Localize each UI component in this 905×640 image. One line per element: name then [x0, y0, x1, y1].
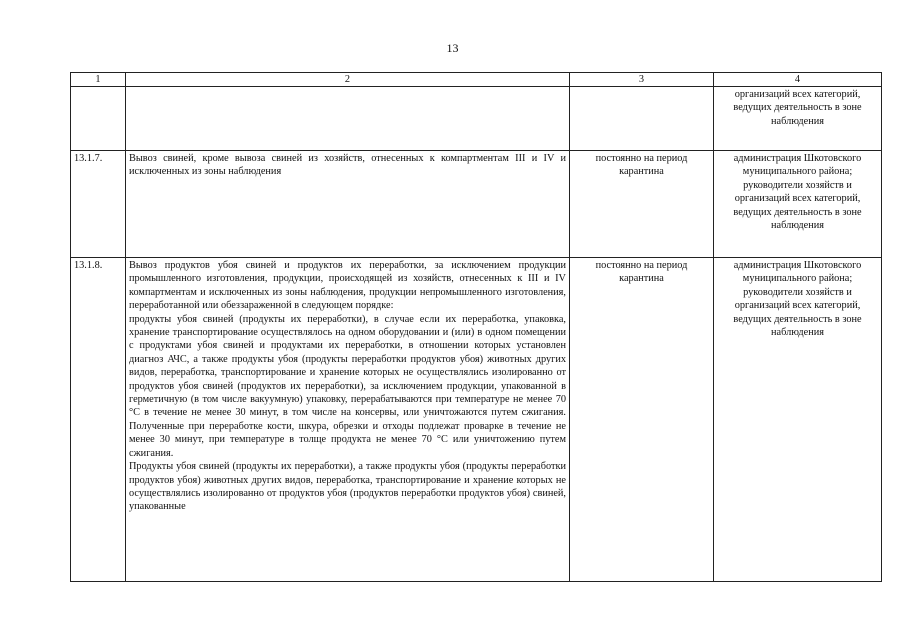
table-row — [71, 258, 882, 582]
row-responsible: администрация Шкотовского муниципального района; руководители хозяйств и организаций всех категорий, ведущих деятельность в зоне наблюдения — [714, 258, 882, 582]
row-measure — [126, 258, 570, 582]
header-row — [71, 73, 882, 87]
row-term: постоянно на период карантина — [570, 258, 714, 582]
table-row-continuation — [71, 87, 882, 151]
column-header-3: 3 — [570, 73, 714, 87]
row-number — [71, 87, 126, 151]
row-responsible: администрация Шкотовского муниципального района; руководители хозяйств и организаций всех категорий, ведущих деятельность в зоне наблюдения — [714, 151, 882, 258]
row-measure — [126, 87, 570, 151]
row-number: 13.1.8. — [71, 258, 126, 582]
measures-table — [70, 72, 882, 582]
column-header-1: 1 — [71, 73, 126, 87]
measure-paragraph: Вывоз продуктов убоя свиней и продуктов их переработки, за исключением продукции промышленного изготовления, продукции, происходящей из хозяйств, отнесенных к III и IV компартментам и исключенных из зоны наблюдения, продукции непромышленного изготовления, переработанной или обеззараженной в следующем порядке: — [129, 260, 566, 312]
row-number: 13.1.7. — [71, 151, 126, 258]
measure-paragraph: продукты убоя свиней (продукты их переработки), в случае если их переработка, упаковка, хранение транспортирование осуществлялось на одном оборудовании и (или) в одном помещении с продуктами убоя свиней и продуктами их переработки, в отношении которых установлен диагноз АЧС, а также продукты убоя (продукты переработки продуктов убоя) животных других видов, переработка, транспортирование и хранение которых не осуществлялись изолированно от продуктов убоя свиней (продуктов их переработки), за исключением продукции, упакованной в герметичную (в том числе вакуумную) упаковку, перерабатываются при температуре не менее 70 °С в течение не менее 30 минут, в том числе на консервы, или уничтожаются путем сжигания. Полученные при переработке кости, шкура, обрезки и отходы подлежат проварке в течение не менее 30 минут, при температуре в толще продукта не менее 70 °С или уничтожению путем сжигания. — [129, 313, 566, 459]
row-term: постоянно на период карантина — [570, 151, 714, 258]
table-row — [71, 151, 882, 258]
row-measure: Вывоз свиней, кроме вывоза свиней из хозяйств, отнесенных к компартментам III и IV и исключенных из зоны наблюдения — [126, 151, 570, 258]
column-header-4: 4 — [714, 73, 882, 87]
measure-paragraph: Продукты убоя свиней (продукты их переработки), а также продукты убоя (продукты переработки продуктов убоя) животных других видов, переработка, транспортирование и хранение которых не осуществлялись изолированно от продуктов убоя (продуктов переработки продуктов убоя) свиней, упакованные — [129, 461, 566, 513]
row-term — [570, 87, 714, 151]
column-header-2: 2 — [126, 73, 570, 87]
row-responsible: организаций всех категорий, ведущих деятельность в зоне наблюдения — [714, 87, 882, 151]
page-number: 13 — [446, 41, 459, 55]
